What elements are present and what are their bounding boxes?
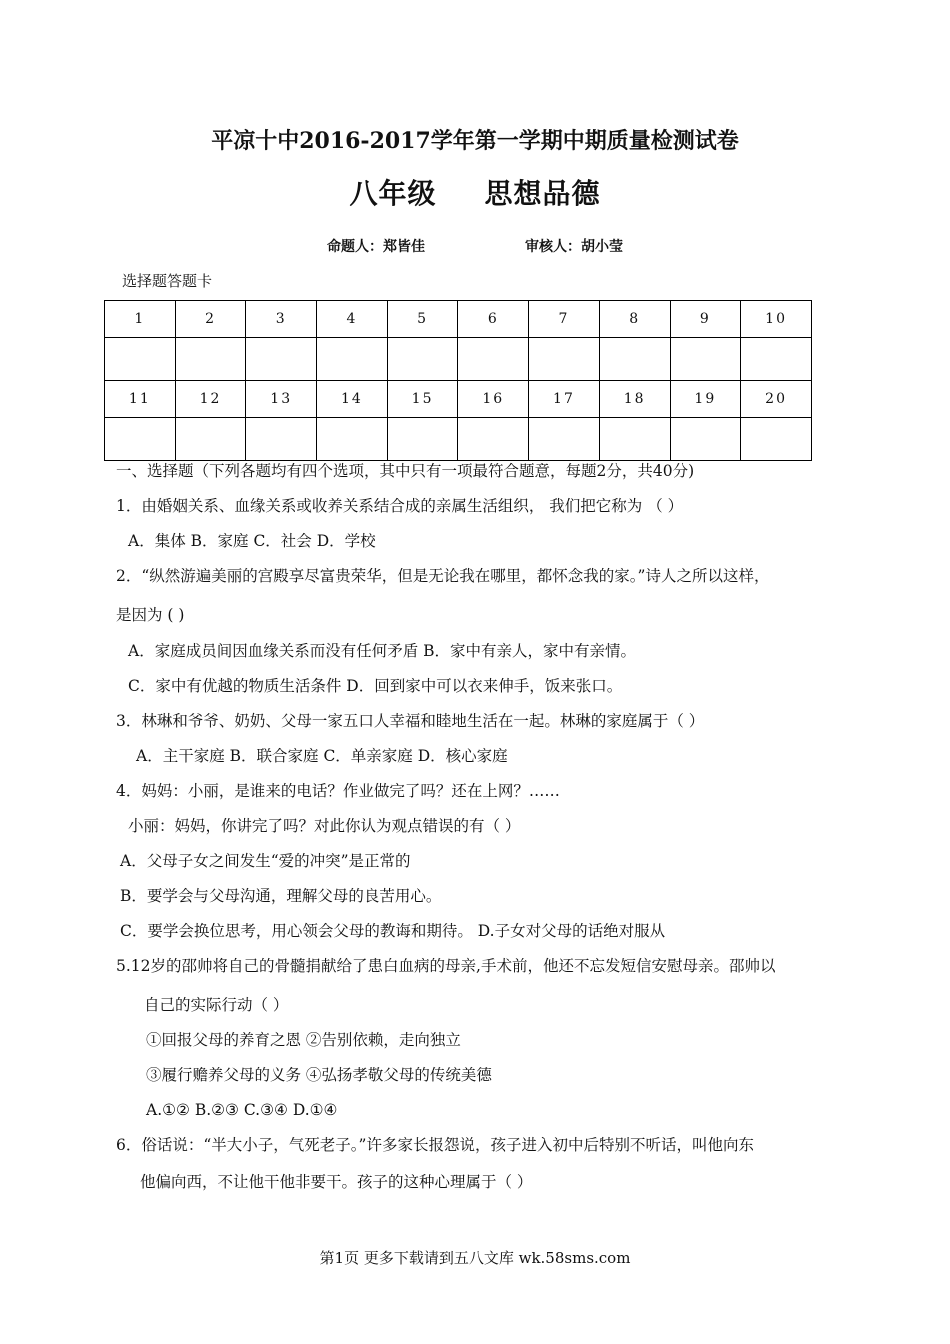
grade-subject — [0, 172, 950, 212]
answer-number-cell: 13 — [246, 381, 317, 418]
answer-number-cell: 7 — [529, 301, 600, 338]
answer-blank-cell[interactable] — [529, 338, 600, 381]
answer-number-cell: 16 — [458, 381, 529, 418]
setter-label: 命题人：郑皆佳 — [327, 239, 425, 255]
question-2-line-1: 2．“纵然游遍美丽的宫殿享尽富贵荣华，但是无论我在哪里，都怀念我的家。”诗人之所以这样， — [116, 567, 770, 585]
subject-label: 思想品德 — [484, 177, 601, 210]
question-6-line-1: 6．俗话说：“半大小子，气死老子。”许多家长报怨说，孩子进入初中后特别不听话，叫他向东 — [116, 1136, 754, 1154]
answer-card-row-blank-1 — [105, 338, 812, 381]
answer-blank-cell[interactable] — [458, 338, 529, 381]
answer-blank-cell[interactable] — [105, 418, 176, 461]
answer-number-cell: 14 — [317, 381, 388, 418]
authors-line — [0, 236, 950, 256]
answer-blank-cell[interactable] — [599, 418, 670, 461]
question-4-option-a: A．父母子女之间发生“爱的冲突”是正常的 — [120, 852, 411, 870]
question-5-statements-2: ③履行赡养父母的义务 ④弘扬孝敬父母的传统美德 — [146, 1066, 492, 1084]
answer-number-cell: 6 — [458, 301, 529, 338]
answer-blank-cell[interactable] — [317, 338, 388, 381]
answer-number-cell: 10 — [741, 301, 812, 338]
exam-title: 平凉十中2016-2017学年第一学期中期质量检测试卷 — [211, 128, 739, 154]
answer-blank-cell[interactable] — [387, 418, 458, 461]
answer-number-cell: 15 — [387, 381, 458, 418]
grade-label: 八年级 — [349, 177, 437, 210]
answer-blank-cell[interactable] — [458, 418, 529, 461]
answer-number-cell: 4 — [317, 301, 388, 338]
answer-number-cell: 3 — [246, 301, 317, 338]
answer-card-row-numbers-2 — [105, 381, 812, 418]
question-2-line-2: 是因为 ( ) — [116, 606, 185, 624]
answer-card-row-numbers-1 — [105, 301, 812, 338]
answer-blank-cell[interactable] — [317, 418, 388, 461]
answer-blank-cell[interactable] — [599, 338, 670, 381]
question-4-line-2: 小丽：妈妈，你讲完了吗？对此你认为观点错误的有（ ） — [128, 817, 521, 835]
reviewer-label: 审核人：胡小莹 — [525, 239, 623, 255]
answer-blank-cell[interactable] — [670, 418, 741, 461]
answer-blank-cell[interactable] — [387, 338, 458, 381]
answer-blank-cell[interactable] — [175, 418, 246, 461]
section-heading: 一、选择题（下列各题均有四个选项，其中只有一项最符合题意，每题2分，共40分) — [116, 462, 695, 480]
question-2-options-1: A．家庭成员间因血缘关系而没有任何矛盾 B．家中有亲人，家中有亲情。 — [128, 642, 637, 660]
question-4-option-b: B．要学会与父母沟通，理解父母的良苦用心。 — [120, 887, 442, 905]
answer-number-cell: 2 — [175, 301, 246, 338]
question-5-line-1: 5.12岁的邵帅将自己的骨髓捐献给了患白血病的母亲,手术前，他还不忘发短信安慰母亲。邵帅以 — [116, 957, 776, 975]
question-1: 1．由婚姻关系、血缘关系或收养关系结合成的亲属生活组织， 我们把它称为 （ ） — [116, 497, 684, 515]
question-5-statements-1: ①回报父母的养育之恩 ②告别依赖，走向独立 — [146, 1031, 461, 1049]
page-footer: 第1页 更多下载请到五八文库 wk.58sms.com — [319, 1249, 631, 1267]
answer-blank-cell[interactable] — [175, 338, 246, 381]
question-4-option-c-d: C．要学会换位思考，用心领会父母的教诲和期待。 D.子女对父母的话绝对服从 — [120, 922, 666, 940]
answer-number-cell: 8 — [599, 301, 670, 338]
answer-number-cell: 20 — [741, 381, 812, 418]
answer-card-row-blank-2 — [105, 418, 812, 461]
answer-number-cell: 19 — [670, 381, 741, 418]
answer-number-cell: 9 — [670, 301, 741, 338]
question-5-line-2: 自己的实际行动（ ） — [144, 996, 289, 1014]
question-4-line-1: 4．妈妈：小丽，是谁来的电话？作业做完了吗？还在上网？…… — [116, 782, 560, 800]
answer-number-cell: 5 — [387, 301, 458, 338]
answer-blank-cell[interactable] — [529, 418, 600, 461]
answer-number-cell: 11 — [105, 381, 176, 418]
answer-blank-cell[interactable] — [741, 418, 812, 461]
question-3: 3．林琳和爷爷、奶奶、父母一家五口人幸福和睦地生活在一起。林琳的家庭属于（ ） — [116, 712, 705, 730]
answer-blank-cell[interactable] — [670, 338, 741, 381]
question-5-options: A.①② B.②③ C.③④ D.①④ — [146, 1101, 338, 1119]
answer-card-table — [104, 300, 812, 461]
answer-blank-cell[interactable] — [246, 418, 317, 461]
answer-number-cell: 12 — [175, 381, 246, 418]
question-1-options: A．集体 B．家庭 C．社会 D．学校 — [128, 532, 376, 550]
question-2-options-2: C．家中有优越的物质生活条件 D．回到家中可以衣来伸手，饭来张口。 — [128, 677, 623, 695]
answer-blank-cell[interactable] — [246, 338, 317, 381]
answer-number-cell: 18 — [599, 381, 670, 418]
question-6-line-2: 他偏向西，不让他干他非要干。孩子的这种心理属于（ ） — [140, 1173, 533, 1191]
answer-number-cell: 17 — [529, 381, 600, 418]
answer-number-cell: 1 — [105, 301, 176, 338]
answer-blank-cell[interactable] — [105, 338, 176, 381]
answer-card-label: 选择题答题卡 — [122, 272, 213, 290]
answer-blank-cell[interactable] — [741, 338, 812, 381]
question-3-options: A．主干家庭 B．联合家庭 C．单亲家庭 D．核心家庭 — [136, 747, 508, 765]
